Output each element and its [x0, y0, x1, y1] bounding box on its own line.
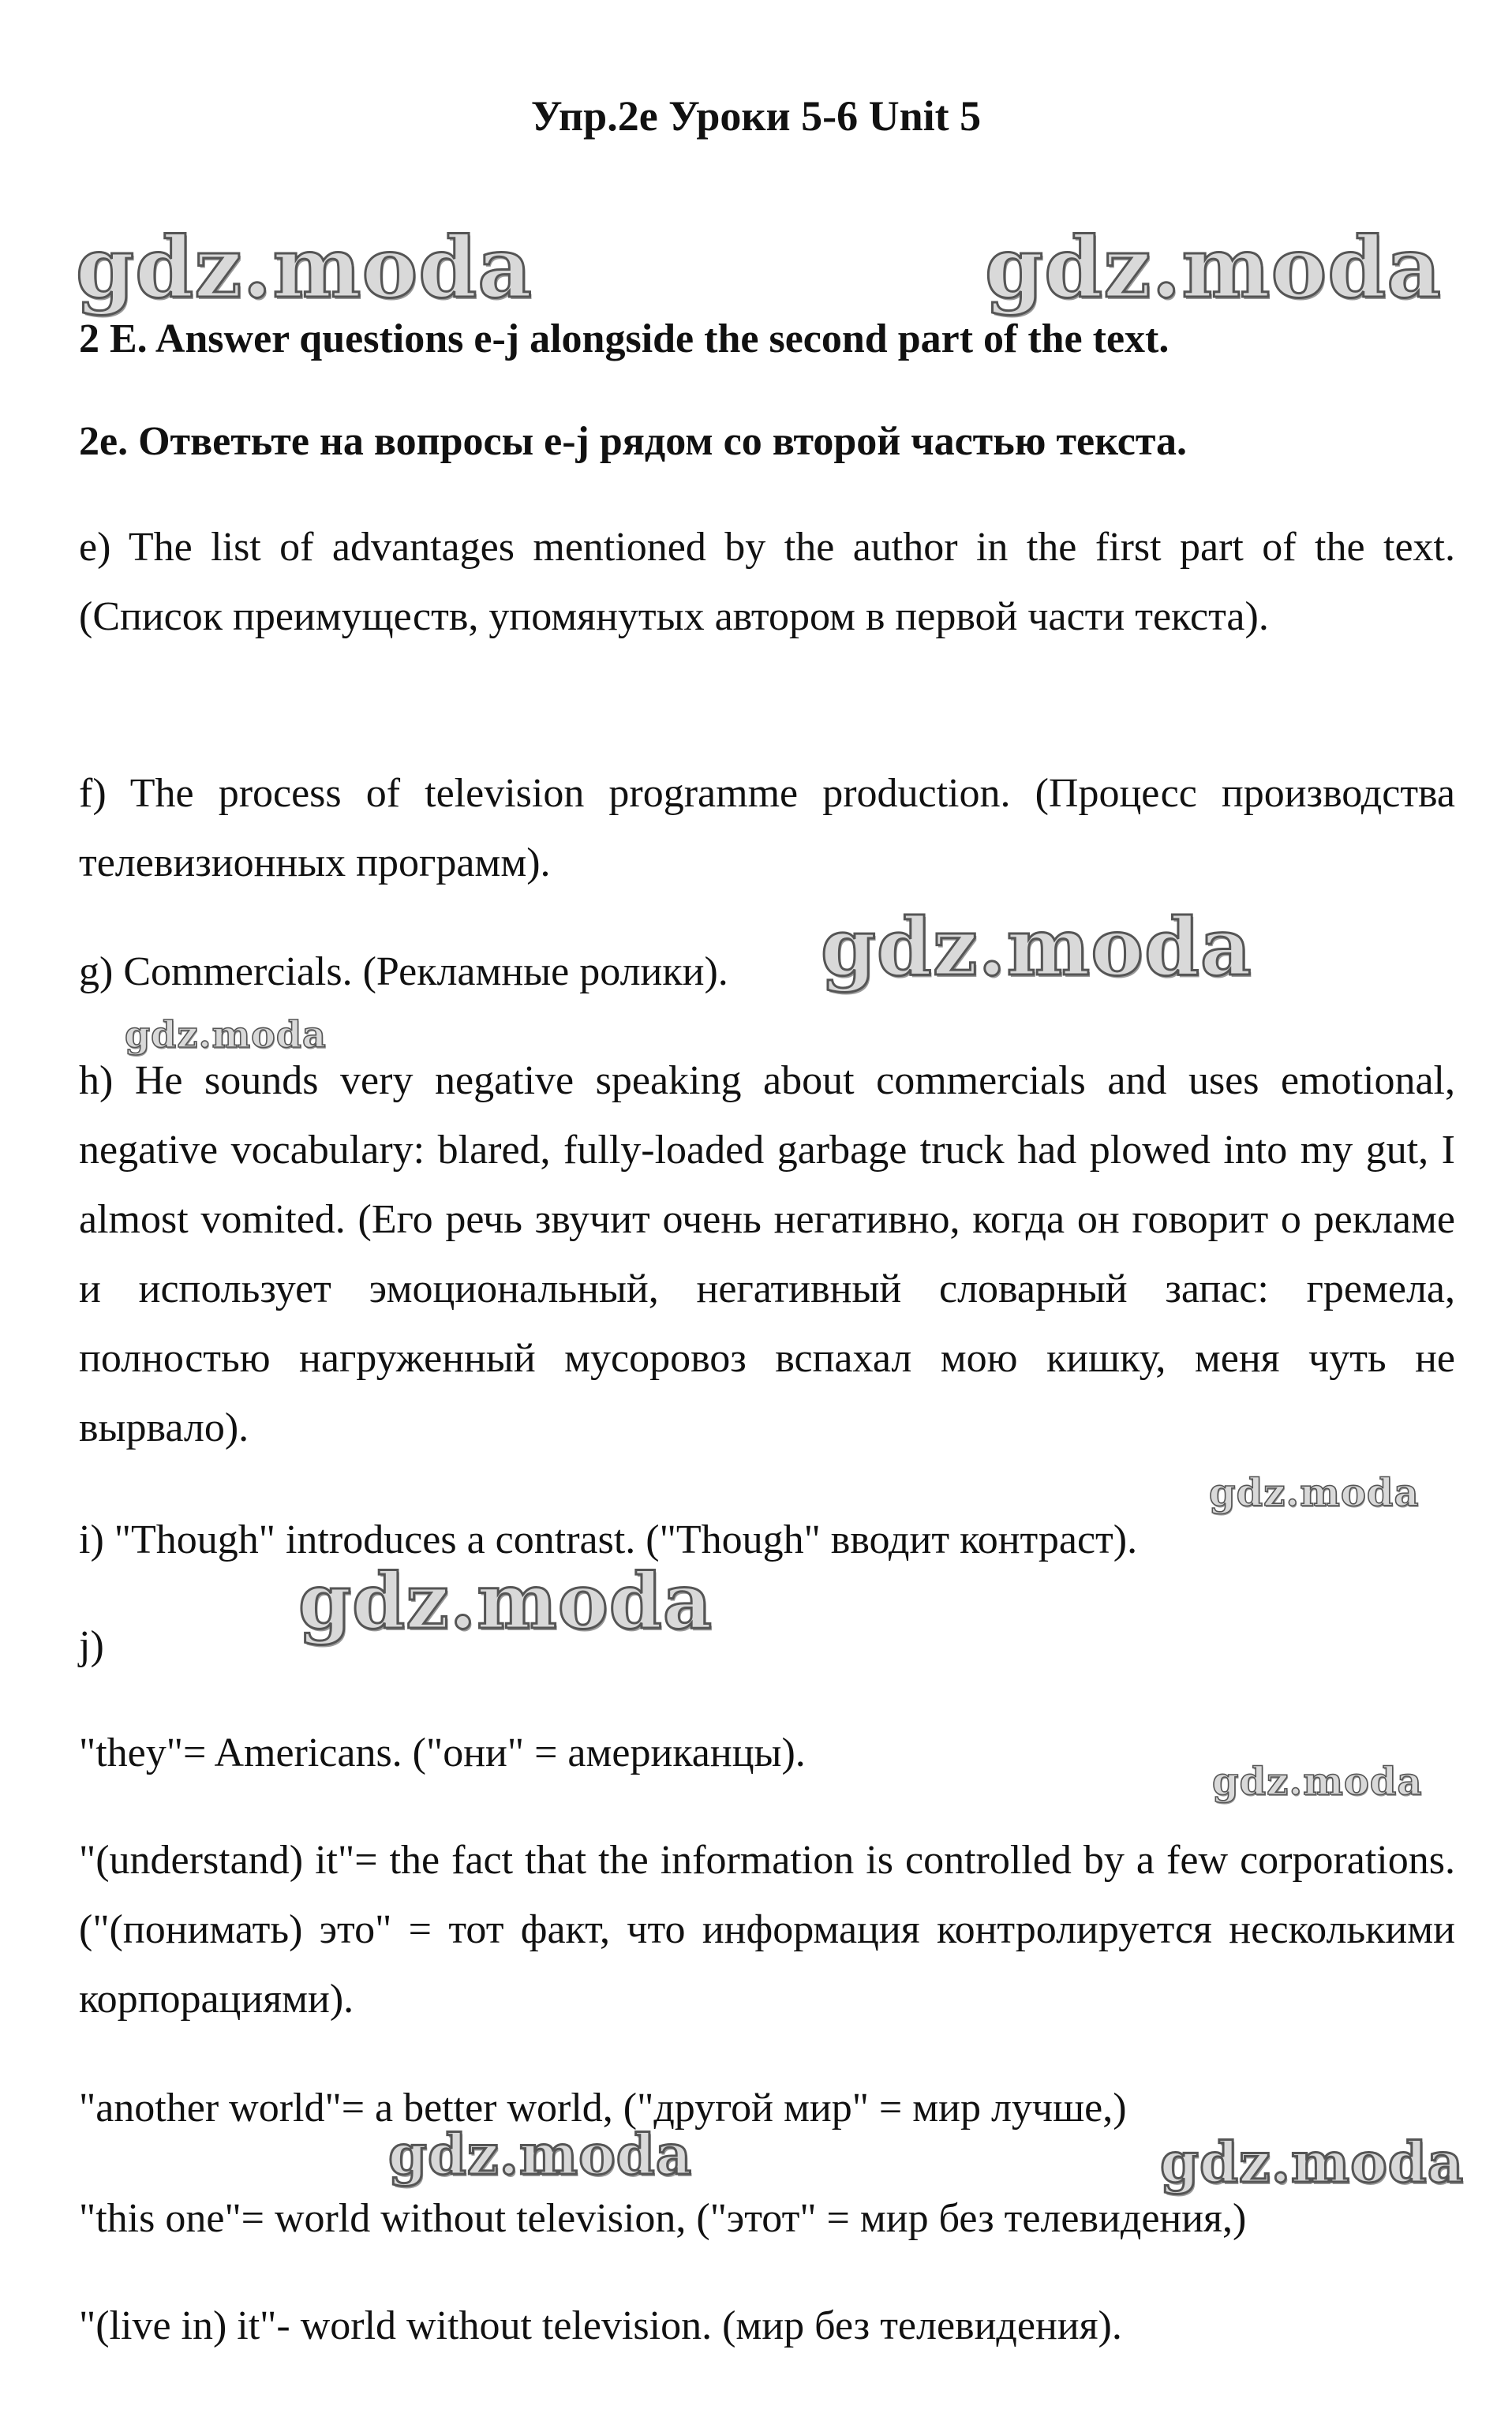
answer-h: h) He sounds very negative speaking about commercials and uses emotional, negative vocabulary: blared, fully-loaded garbage truck had plowed into my gut, I almost vomited. (Его речь звучит очень негативно, когда он говорит о рекламе и использует эмоциональный, негативный словарный запас: гремела, полностью нагруженный мусоровоз вспахал мою кишку, меня чуть не вырвало).: [79, 1058, 1455, 1450]
watermark-logo: gdz.moda: [298, 1557, 713, 1646]
answer-j-item: "they"= Americans. ("они" = американцы).: [79, 1730, 806, 1775]
answer-j-item: "(understand) it"= the fact that the information is controlled by a few corporations. ("(понимать) это" = тот факт, что информация контролируется несколькими корпорациями).: [79, 1838, 1455, 2022]
answer-j-label: j): [79, 1623, 104, 1668]
exercise-heading-en: 2 E. Answer questions e-j alongside the second part of the text.: [79, 316, 1170, 361]
watermark-logo: gdz.moda: [125, 1013, 327, 1056]
answer-g: g) Commercials. (Рекламные ролики).: [79, 949, 728, 994]
watermark-logo: gdz.moda: [388, 2122, 693, 2187]
watermark-logo: gdz.moda: [821, 900, 1252, 993]
page-title: Упр.2е Уроки 5-6 Unit 5: [530, 92, 982, 140]
answer-f: f) The process of television programme production. (Процесс производства телевизионных программ).: [79, 771, 1455, 885]
answer-i: i) "Though" introduces a contrast. ("Though" вводит контраст).: [79, 1517, 1138, 1562]
watermark-logo: gdz.moda: [1212, 1760, 1423, 1804]
answer-e: e) The list of advantages mentioned by the author in the first part of the text. (Список преимуществ, упомянутых автором в первой части текста).: [79, 525, 1455, 639]
watermark-logo: gdz.moda: [1160, 2130, 1465, 2195]
answer-j-item: "(live in) it"- world without television. (мир без телевидения).: [79, 2303, 1122, 2348]
watermark-logo: gdz.moda: [985, 218, 1442, 316]
answer-j-item: "this one"= world without television, ("этот" = мир без телевидения,): [79, 2196, 1247, 2241]
watermark-logo: gdz.moda: [1209, 1471, 1420, 1515]
watermark-logo: gdz.moda: [76, 218, 533, 316]
answer-j-item: "another world"= a better world, ("другой мир" = мир лучше,): [79, 2086, 1127, 2131]
exercise-heading-ru: 2e. Ответьте на вопросы e-j рядом со второй частью текста.: [79, 419, 1187, 464]
